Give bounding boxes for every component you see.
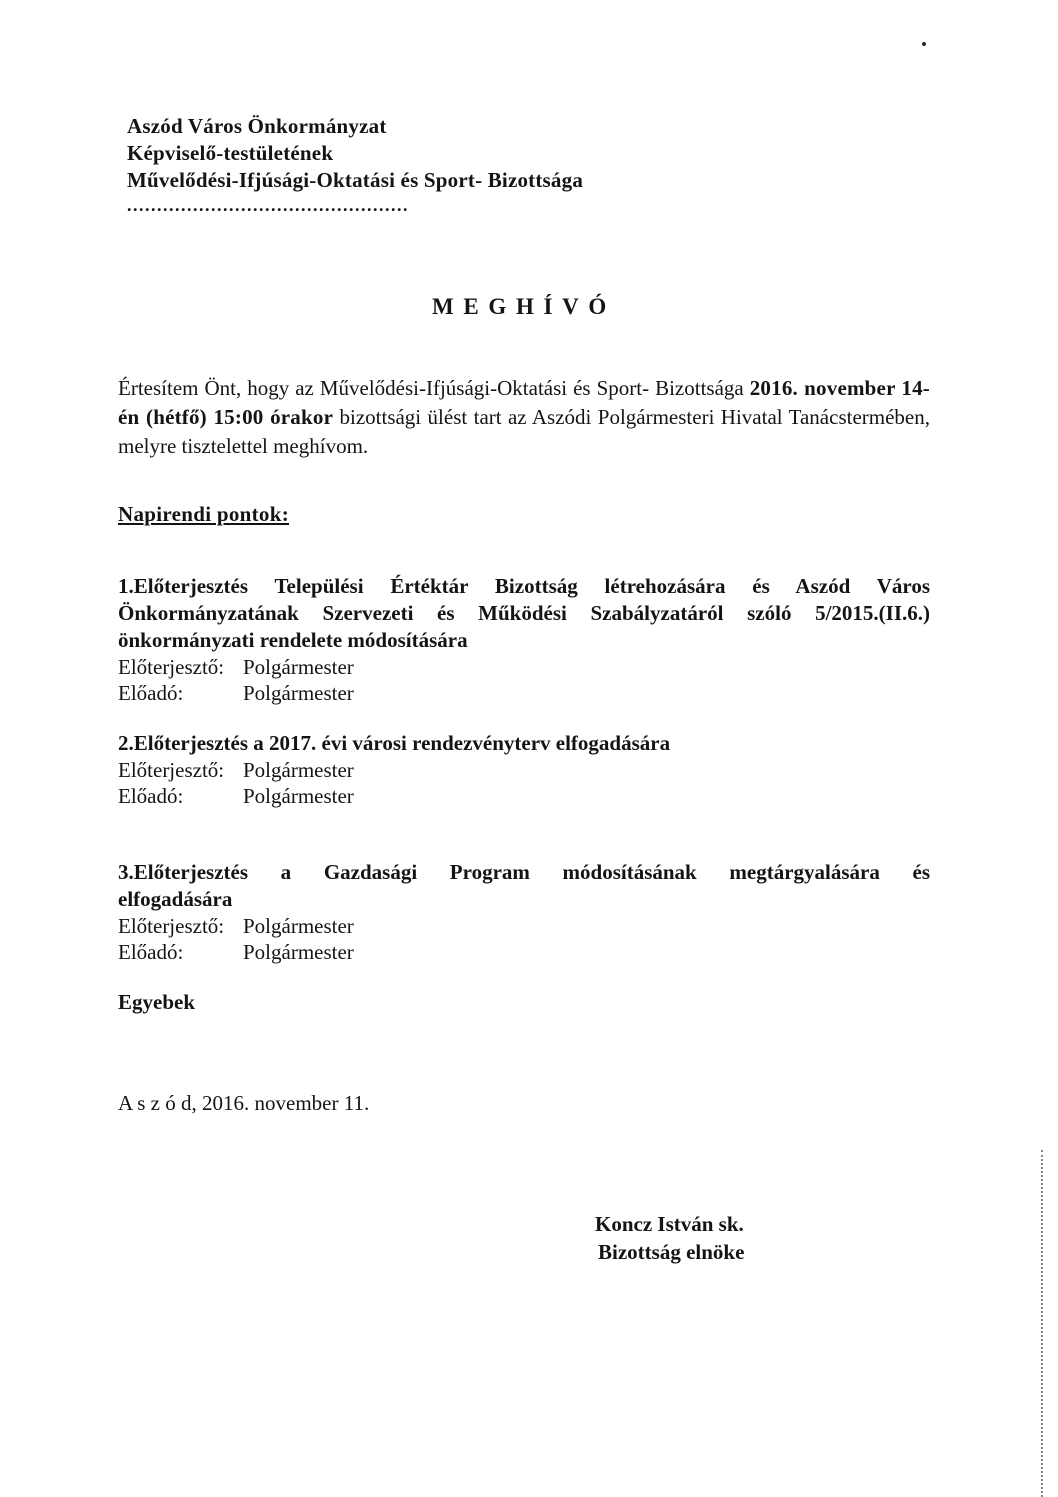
intro-text-pre: Értesítem Önt, hogy az Művelődési-Ifjúsági-Oktatási és Sport- Bizottsága bbox=[118, 376, 750, 400]
agenda-item-2-speaker-row bbox=[118, 783, 930, 809]
intro-text-datetime: 2016. november 14-én (hétfő) 15:00 órakor bbox=[118, 376, 930, 429]
scan-artifact-vertical-line bbox=[1041, 1150, 1043, 1497]
presenter-value: Polgármester bbox=[243, 758, 354, 782]
signature-name: Koncz István sk. bbox=[595, 1212, 744, 1236]
speaker-label: Előadó: bbox=[118, 784, 184, 808]
agenda-other-heading: Egyebek bbox=[118, 990, 196, 1014]
presenter-label: Előterjesztő: bbox=[118, 758, 225, 782]
letterhead-line-organization: Aszód Város Önkormányzat bbox=[127, 114, 387, 138]
intro-text-post: bizottsági ülést tart az Aszódi Polgármesteri Hivatal Tanácstermében, melyre tisztelettel meghívom. bbox=[118, 405, 930, 458]
presenter-value: Polgármester bbox=[243, 655, 354, 679]
agenda-item-1-title: 1.Előterjesztés Települési Értéktár Bizottság létrehozására és Aszód Város Önkormányzatának Szervezeti és Működési Szabályzatáról szóló 5/2015.(II.6.) önkormányzati rendelete módosítására bbox=[118, 574, 930, 652]
agenda-item-2-title: 2.Előterjesztés a 2017. évi városi rendezvényterv elfogadására bbox=[118, 731, 671, 755]
presenter-label: Előterjesztő: bbox=[118, 655, 225, 679]
agenda-item-2-presenter-row bbox=[118, 757, 930, 783]
agenda-item-3-speaker-row bbox=[118, 939, 930, 965]
document-content bbox=[118, 113, 930, 1266]
dotted-rule: ............................................... bbox=[127, 195, 409, 215]
document-title: MEGHÍVÓ bbox=[432, 294, 616, 319]
letterhead bbox=[127, 113, 930, 194]
agenda-item-3 bbox=[118, 859, 930, 965]
speaker-value: Polgármester bbox=[243, 940, 354, 964]
speaker-value: Polgármester bbox=[243, 681, 354, 705]
agenda-item-1-presenter-row bbox=[118, 654, 930, 680]
agenda-item-2 bbox=[118, 730, 930, 809]
speaker-value: Polgármester bbox=[243, 784, 354, 808]
agenda-item-3-title: 3.Előterjesztés a Gazdasági Program módosításának megtárgyalására és elfogadására bbox=[118, 860, 930, 911]
intro-paragraph bbox=[118, 374, 930, 461]
speaker-label: Előadó: bbox=[118, 940, 184, 964]
scan-artifact-dot bbox=[922, 42, 926, 46]
agenda-item-1 bbox=[118, 573, 930, 706]
agenda-item-1-speaker-row bbox=[118, 680, 930, 706]
signature-block bbox=[595, 1210, 930, 1266]
presenter-label: Előterjesztő: bbox=[118, 914, 225, 938]
letterhead-line-council: Képviselő-testületének bbox=[127, 141, 334, 165]
signature-role: Bizottság elnöke bbox=[598, 1240, 745, 1264]
presenter-value: Polgármester bbox=[243, 914, 354, 938]
speaker-label: Előadó: bbox=[118, 681, 184, 705]
agenda-heading: Napirendi pontok: bbox=[118, 502, 290, 526]
date-line: A s z ó d, 2016. november 11. bbox=[118, 1091, 370, 1115]
agenda-item-3-presenter-row bbox=[118, 913, 930, 939]
letterhead-line-committee: Művelődési-Ifjúsági-Oktatási és Sport- Bizottsága bbox=[127, 168, 584, 192]
